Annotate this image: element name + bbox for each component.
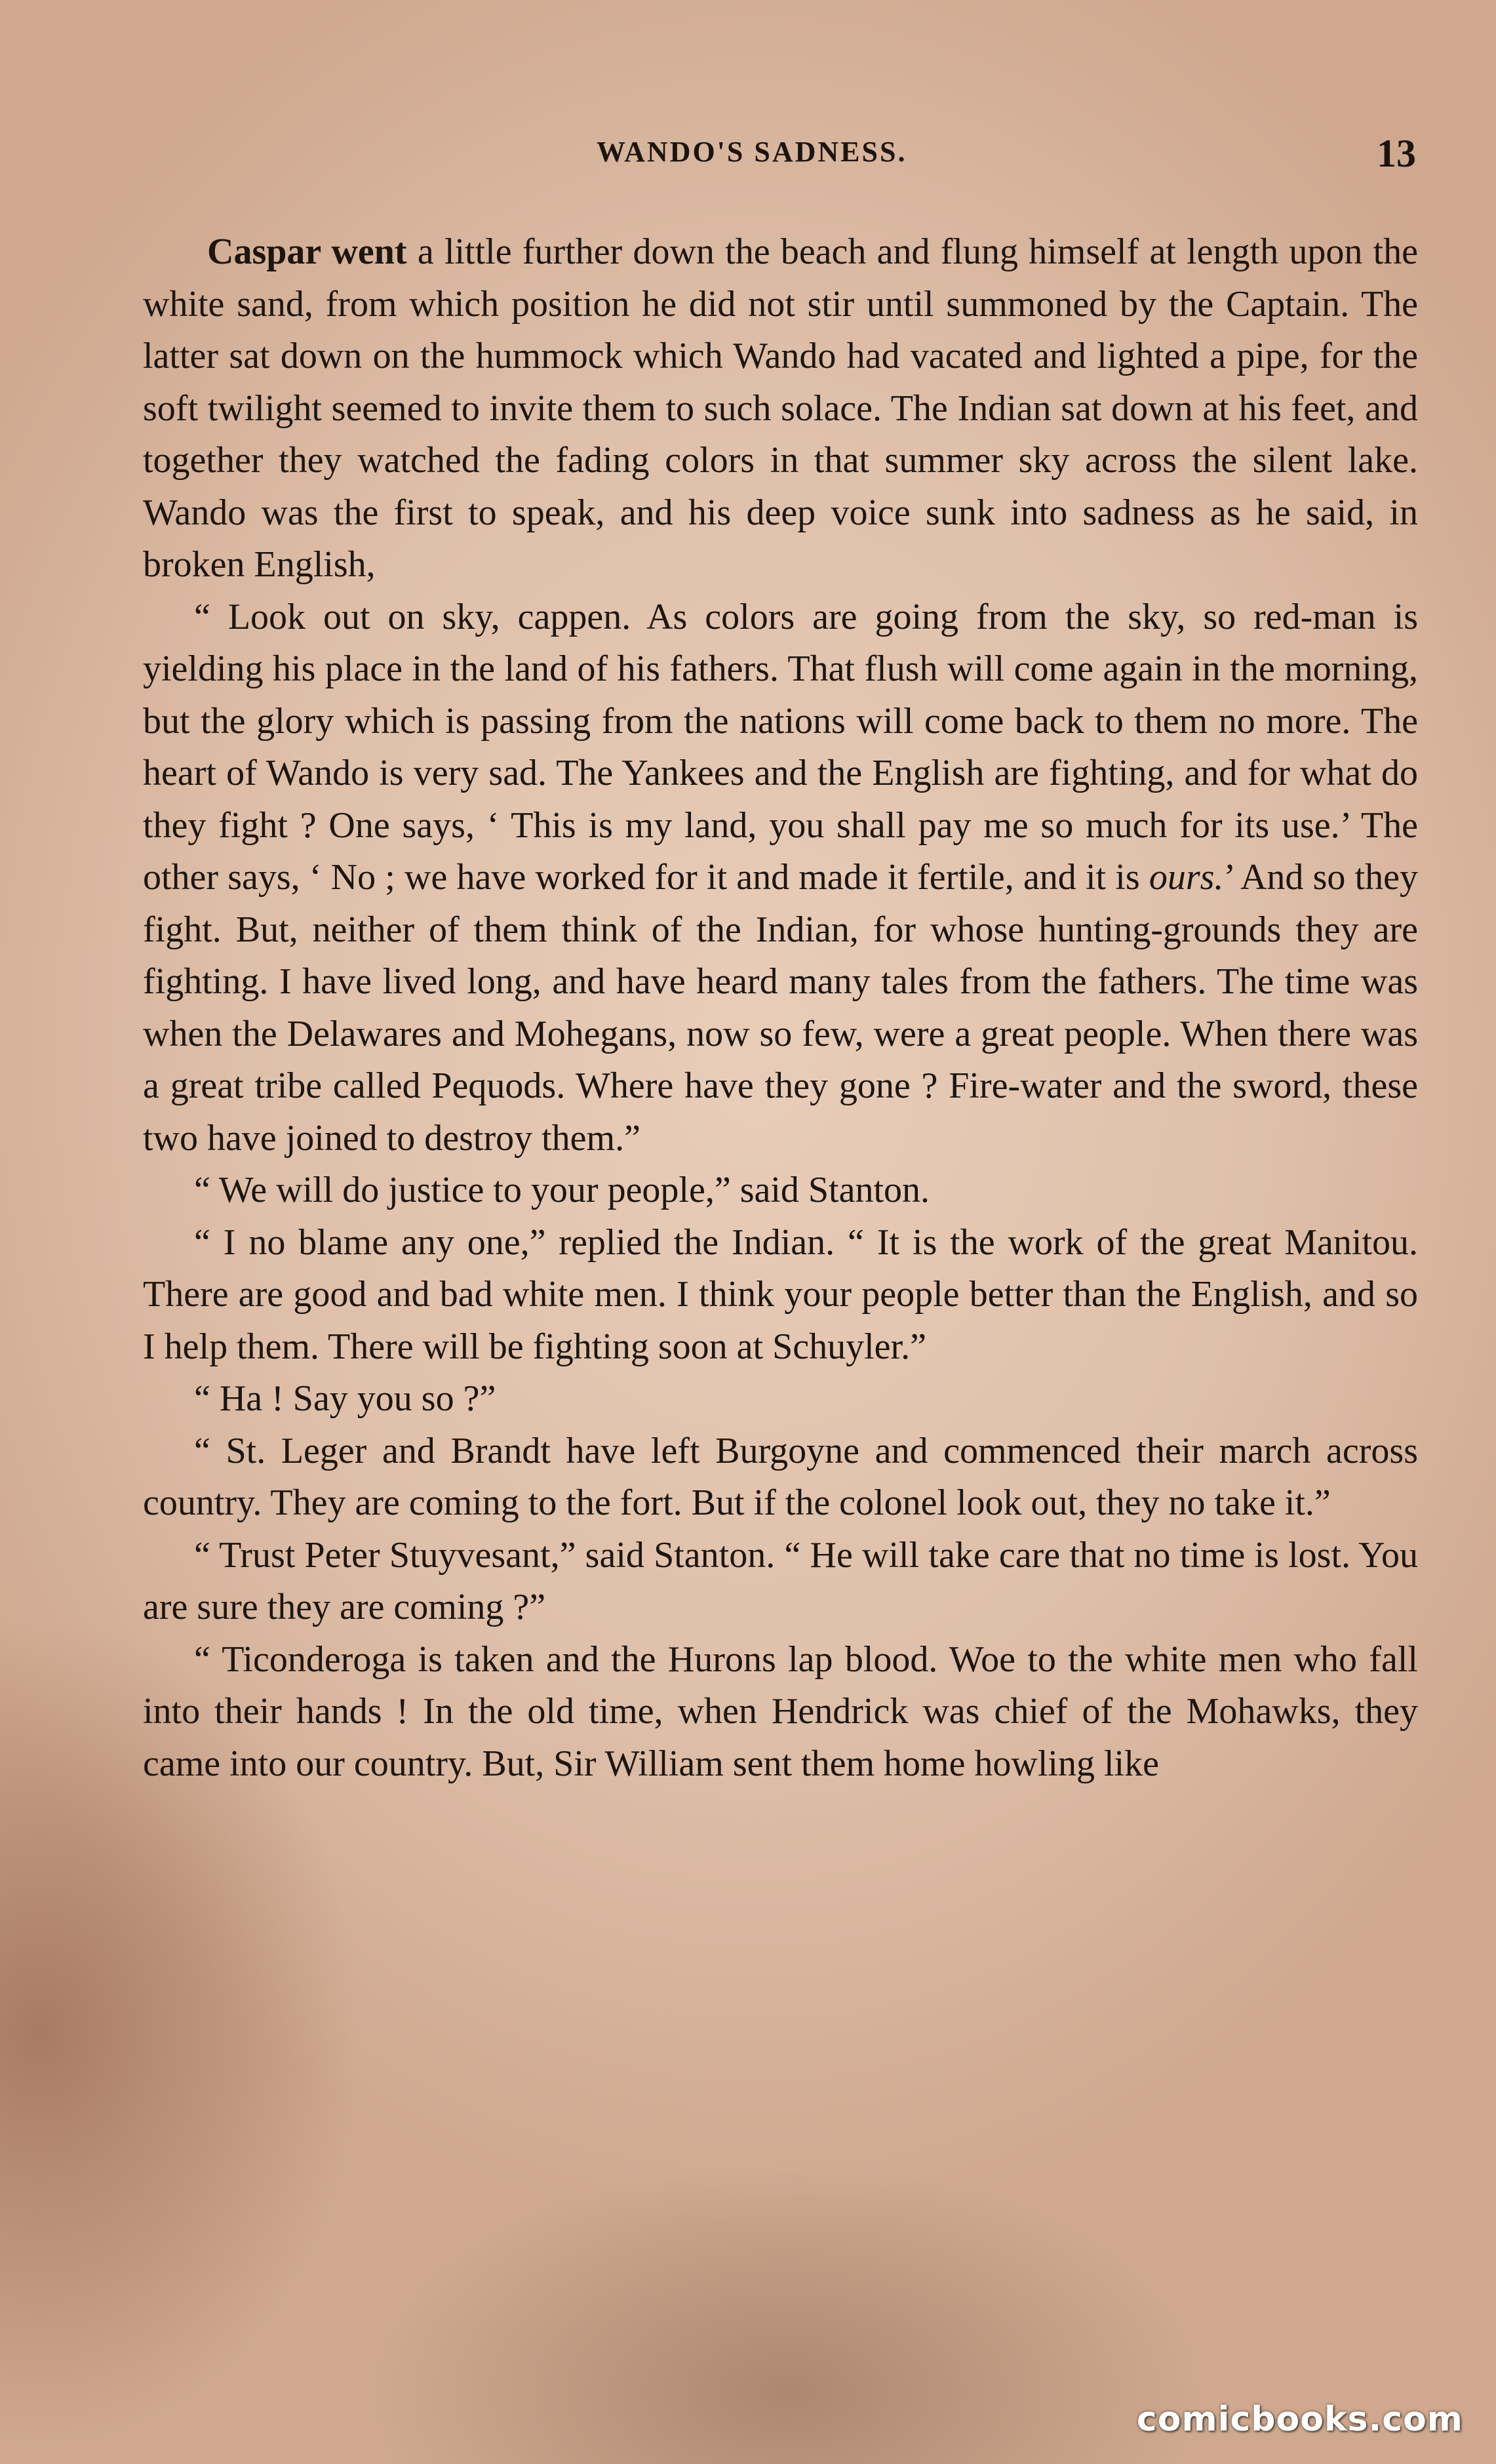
paragraph-text-continued: ’ And so they fight. But, neither of them think of the Indian, for whose hunting-grounds they are fighting. I have lived long, and have heard many tales from the fathers. The time was when the Delawares and Mohegans, now so few, were a great people. When there was a great tribe called Pequods. Where have they gone ? Fire-water and the sword, these two have joined to destroy them.” [143, 857, 1418, 1159]
paragraph [143, 1373, 1418, 1425]
site-watermark: comicbooks.com [1136, 2400, 1463, 2439]
emphasized-word: ours. [1149, 857, 1224, 898]
paragraph-text: “ I no blame any one,” replied the Indian. “ It is the work of the great Manitou. There are good and bad white men. I think your people better than the English, and so I help them. There will be fighting soon at Schuyler.” [143, 1222, 1418, 1367]
paragraph [143, 1530, 1418, 1634]
page-header [144, 131, 1416, 177]
paragraph-text: a little further down the beach and flung himself at length upon the white sand, from which position he did not stir until summoned by the Captain. The latter sat down on the hummock which Wando had vacated and lighted a pipe, for the soft twilight seemed to invite them to such solace. The Indian sat down at his feet, and together they watched the fading colors in that summer sky across the silent lake. Wando was the first to speak, and his deep voice sunk into sadness as he said, in broken English, [143, 231, 1419, 585]
paragraph-text: “ St. Leger and Brandt have left Burgoyne and commenced their march across country. They are coming to the fort. But if the colonel look out, they no take it.” [143, 1430, 1418, 1523]
paragraph [143, 1634, 1418, 1791]
paragraph [143, 1217, 1418, 1374]
paragraph [143, 1164, 1418, 1217]
body-text [143, 226, 1418, 1790]
paragraph [143, 591, 1418, 1165]
paragraph-text: “ Ticonderoga is taken and the Hurons lap blood. Woe to the white men who fall into their hands ! In the old time, when Hendrick was chief of the Mohawks, they came into our country. But, Sir William sent them home howling like [143, 1639, 1418, 1784]
paragraph-text: “ Ha ! Say you so ?” [194, 1378, 496, 1419]
page-number: 13 [1377, 132, 1416, 175]
paragraph-text: “ Look out on sky, cappen. As colors are going from the sky, so red-man is yielding his place in the land of his fathers. That flush will come again in the morning, but the glory which is passing from the nations will come back to them no more. The heart of Wando is very sad. The Yankees and the English are fighting, and for what do they fight ? One says, ‘ This is my land, you shall pay me so much for its use.’ The other says, ‘ No ; we have worked for it and made it fertile, and it is [143, 596, 1418, 898]
paragraph [143, 1425, 1418, 1530]
paragraph-text: “ We will do justice to your people,” said Stanton. [194, 1170, 930, 1210]
paragraph [143, 226, 1418, 591]
paragraph-text: “ Trust Peter Stuyvesant,” said Stanton. “ He will take care that no time is lost. You are sure they are coming ?” [143, 1534, 1418, 1627]
paragraph-lead: Caspar went [207, 231, 407, 272]
running-head: WANDO'S SADNESS. [597, 136, 907, 168]
